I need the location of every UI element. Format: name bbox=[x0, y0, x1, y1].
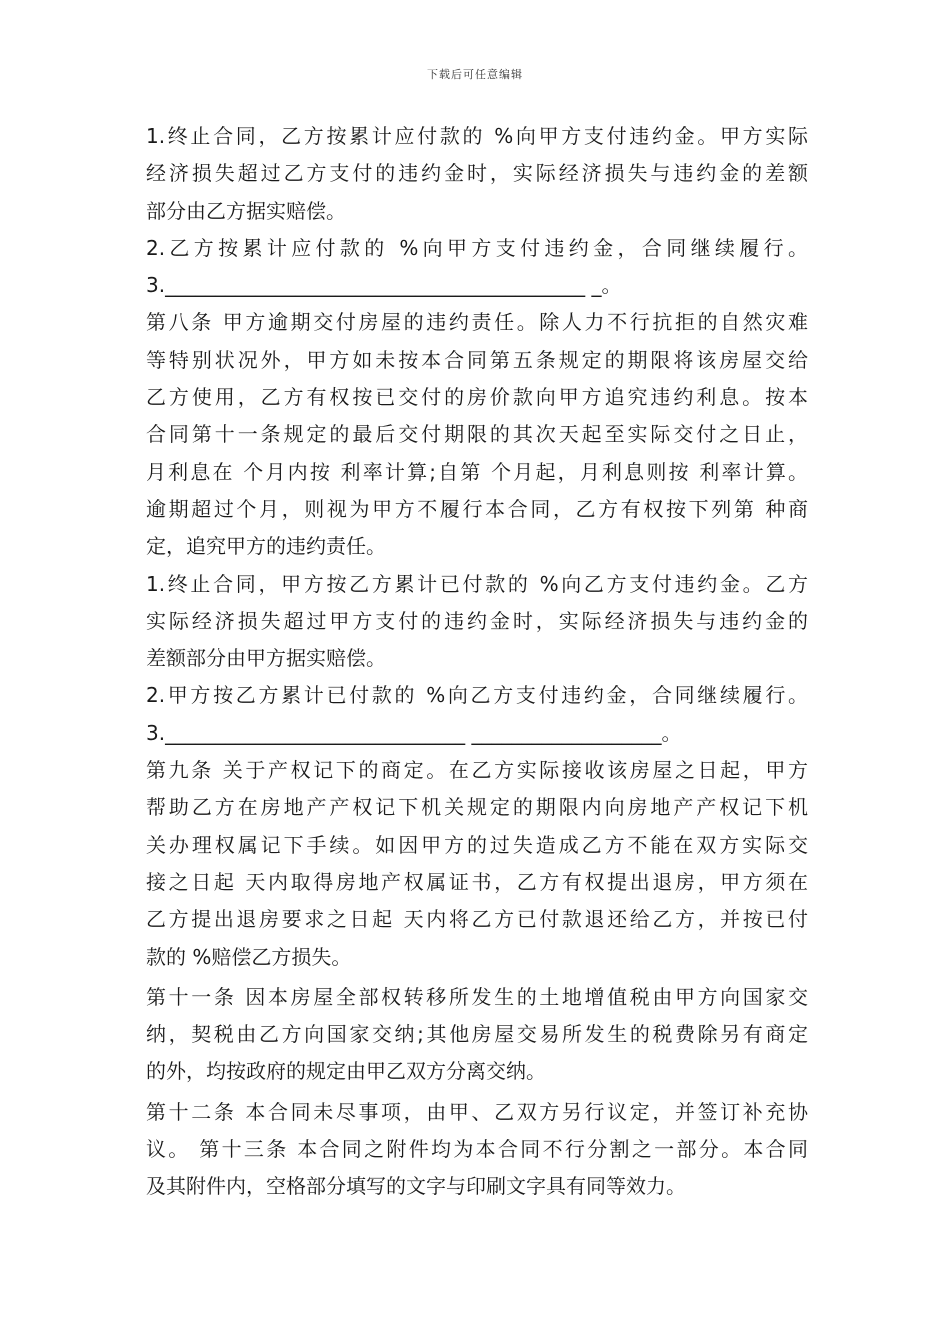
text-line: 帮助乙方在房地产产权记下机关规定的期限内向房地产产权记下机 bbox=[146, 795, 808, 820]
text-line: 定，追究甲方的违约责任。 bbox=[146, 534, 386, 559]
text-line: 合同第十一条规定的最后交付期限的其次天起至实际交付之日止， bbox=[146, 422, 808, 447]
text-line: 第十二条 本合同未尽事项，由甲、乙双方另行议定，并签订补充协 bbox=[146, 1099, 808, 1124]
text-line: 1.终止合同，甲方按乙方累计已付款的 %向乙方支付违约金。乙方 bbox=[146, 571, 808, 596]
text-line: 第十一条 因本房屋全部权转移所发生的土地增值税由甲方向国家交 bbox=[146, 984, 808, 1009]
text-line: 部分由乙方据实赔偿。 bbox=[146, 198, 346, 223]
text-line: 的外，均按政府的规定由甲乙双方分离交纳。 bbox=[146, 1059, 546, 1084]
text-line: 接之日起 天内取得房地产权属证书，乙方有权提出退房，甲方须在 bbox=[146, 869, 808, 894]
text-line: 等特别状况外，甲方如未按本合同第五条规定的期限将该房屋交给 bbox=[146, 347, 808, 372]
page-header: 下载后可任意编辑 bbox=[427, 68, 523, 81]
text-line: 关办理权属记下手续。如因甲方的过失造成乙方不能在双方实际交 bbox=[146, 832, 808, 857]
text-line: 2.乙方按累计应付款的 %向甲方支付违约金，合同继续履行。 bbox=[146, 235, 808, 260]
text-line: 款的 %赔偿乙方损失。 bbox=[146, 944, 352, 969]
text-line: 2.甲方按乙方累计已付款的 %向乙方支付违约金，合同继续履行。 bbox=[146, 683, 808, 708]
text-line: 乙方使用，乙方有权按已交付的房价款向甲方追究违约利息。按本 bbox=[146, 385, 808, 410]
text-line: 3.__________________________________________ _。 bbox=[146, 273, 622, 298]
text-line: 第九条 关于产权记下的商定。在乙方实际接收该房屋之日起，甲方 bbox=[146, 758, 808, 783]
text-line: 实际经济损失超过甲方支付的违约金时，实际经济损失与违约金的 bbox=[146, 608, 808, 633]
text-line: 差额部分由甲方据实赔偿。 bbox=[146, 646, 386, 671]
text-line: 纳，契税由乙方向国家交纳;其他房屋交易所发生的税费除另有商定 bbox=[146, 1022, 808, 1047]
document-body bbox=[146, 118, 808, 1206]
text-line: 月利息在 个月内按 利率计算;自第 个月起，月利息则按 利率计算。 bbox=[146, 459, 808, 484]
text-line: 经济损失超过乙方支付的违约金时，实际经济损失与违约金的差额 bbox=[146, 161, 808, 186]
text-line: 乙方提出退房要求之日起 天内将乙方已付款退还给乙方，并按已付 bbox=[146, 907, 808, 932]
text-line: 第八条 甲方逾期交付房屋的违约责任。除人力不行抗拒的自然灾难 bbox=[146, 310, 808, 335]
text-line: 逾期超过个月，则视为甲方不履行本合同，乙方有权按下列第 种商 bbox=[146, 496, 808, 521]
text-line: 3.______________________________ ___________________。 bbox=[146, 720, 682, 745]
text-line: 议。 第十三条 本合同之附件均为本合同不行分割之一部分。本合同 bbox=[146, 1137, 808, 1162]
text-line: 及其附件内，空格部分填写的文字与印刷文字具有同等效力。 bbox=[146, 1174, 686, 1199]
text-line: 1.终止合同，乙方按累计应付款的 %向甲方支付违约金。甲方实际 bbox=[146, 124, 808, 148]
